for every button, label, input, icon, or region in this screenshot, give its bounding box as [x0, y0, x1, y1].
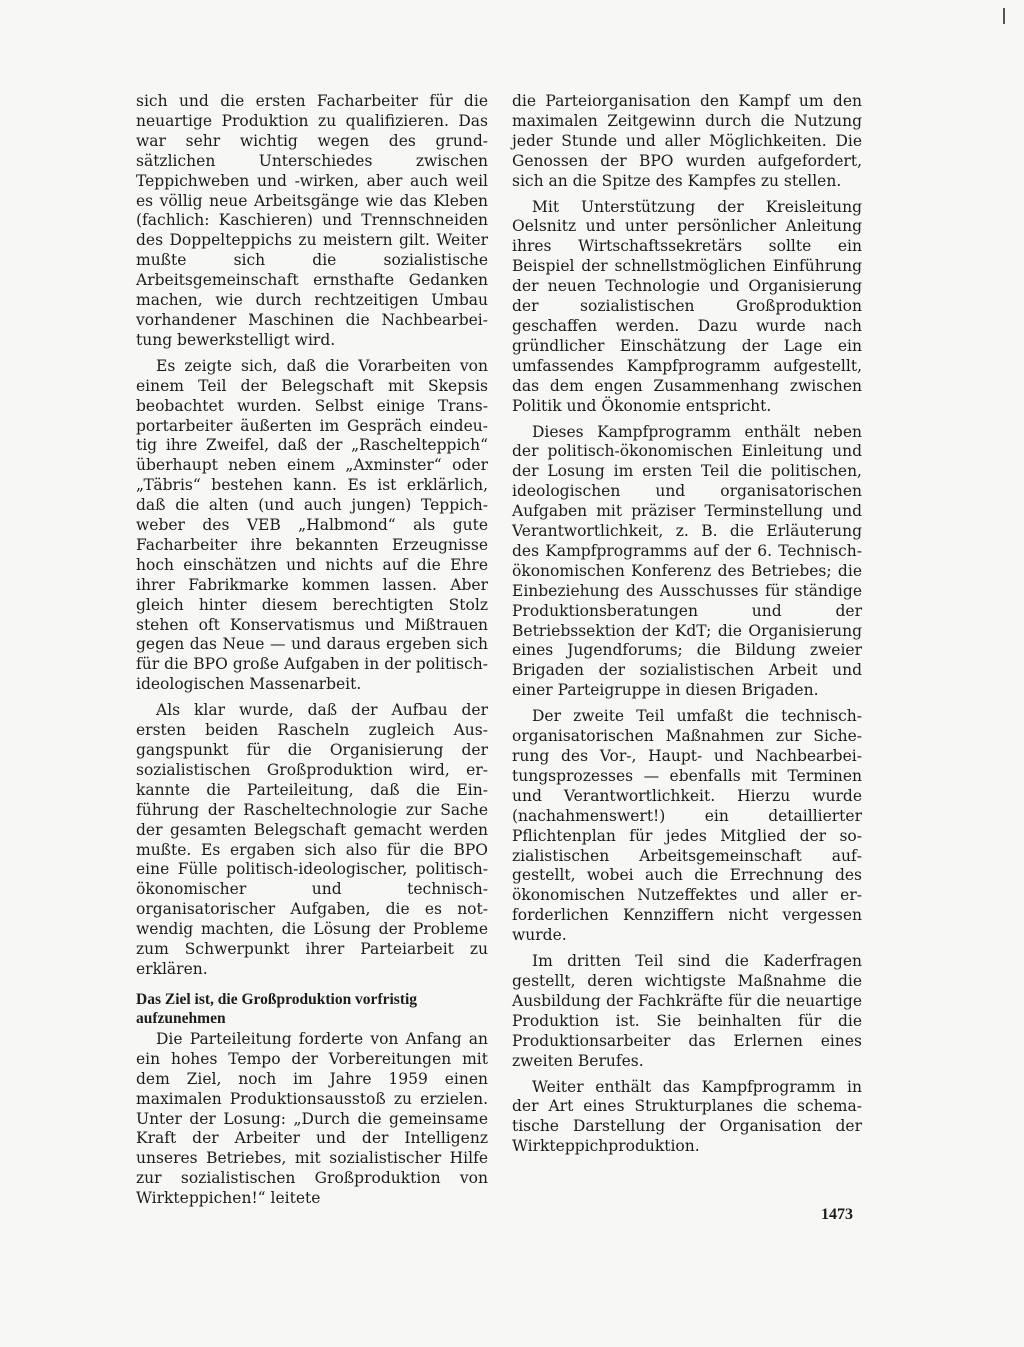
paragraph: Weiter enthält das Kampfprogramm in der Art eines Strukturplanes die schematische Darstellung der Organisation der Wirkteppichproduktion.: [512, 1077, 862, 1156]
section-heading: Das Ziel ist, die Großproduktion vorfristig aufzunehmen: [136, 990, 418, 1027]
paragraph: Dieses Kampfprogramm enthält neben der politisch-ökonomischen Einleitung und der Losung im ersten Teil die politischen, ideologischen und organisatorischen Aufgaben mit präziser Terminstellung und Verantwortlichkeit, z. B. die Erläuterung des Kampfprogramms auf der 6. Technisch-ökonomischen Konferenz des Betriebes; die Einbeziehung des Ausschusses für ständige Produktionsberatungen und der Betriebssektion der KdT; die Organisierung eines Jugendforums; die Bildung zweier Brigaden der sozialistischen Arbeit und einer Parteigruppe in diesen Brigaden.: [512, 422, 862, 700]
right-column: [512, 92, 862, 1163]
paragraph: Der zweite Teil umfaßt die technisch-organisatorischen Maßnahmen zur Sicherung des Vor-, Haupt- und Nachbearbeitungsprozesses — ebenfalls mit Terminen und Verantwortlichkeit. Hierzu wurde (nachahmenswert!) ein detaillierter Pflichtenplan für jedes Mitglied der sozialistischen Arbeitsgemeinschaft aufgestellt, wobei auch die Errechnung des ökonomischen Nutzeffektes und aller erforderlichen Kennziffern nicht vergessen wurde.: [512, 707, 862, 945]
paragraph: die Parteiorganisation den Kampf um den maximalen Zeitgewinn durch die Nutzung jeder Stunde und aller Möglichkeiten. Die Genossen der BPO wurden aufgefordert, sich an die Spitze des Kampfes zu stellen.: [512, 92, 862, 190]
paragraph: Es zeigte sich, daß die Vorarbeiten von einem Teil der Belegschaft mit Skepsis beobachtet wurden. Selbst einige Transportarbeiter äußerten im Gespräch eindeutig ihre Zweifel, daß der „Raschelteppich“ überhaupt neben einem „Axminster“ oder „Täbris“ bestehen kann. Es ist erklärlich, daß die alten (und auch jungen) Teppichweber des VEB „Halbmond“ als gute Facharbeiter ihre bekannten Erzeugnisse hoch einschätzen und nichts auf die Ehre ihrer Fabrikmarke kommen lassen. Aber gleich hinter diesem berechtigten Stolz stehen oft Konservatismus und Mißtrauen gegen das Neue — und daraus ergeben sich für die BPO große Aufgaben in der politisch-ideologischen Massenarbeit.: [136, 356, 488, 694]
paragraph: Die Parteileitung forderte von Anfang an ein hohes Tempo der Vorbereitungen mit dem Ziel, noch im Jahre 1959 einen maximalen Produktionsausstoß zu erzielen. Unter der Losung: „Durch die gemeinsame Kraft der Arbeiter und der Intelligenz unseres Betriebes, mit sozialistischer Hilfe zur sozialistischen Großproduktion von Wirkteppichen!“ leitete: [136, 1029, 488, 1208]
paragraph: sich und die ersten Facharbeiter für die neuartige Produktion zu qualifizieren. Das war sehr wichtig wegen des grundsätzlichen Unterschiedes zwischen Teppichweben und -wirken, aber auch weil es völlig neue Arbeitsgänge wie das Kleben (fachlich: Kaschieren) und Trennschneiden des Doppelteppichs zu meistern gilt. Weiter mußte sich die sozialistische Arbeitsgemeinschaft ernsthafte Gedanken machen, wie durch rechtzeitigen Umbau vorhandener Maschinen die Nachbearbeitung bewerkstelligt wird.: [136, 92, 488, 349]
corner-mark: [1003, 8, 1005, 24]
left-column: [136, 92, 488, 1215]
paragraph: Als klar wurde, daß der Aufbau der ersten beiden Rascheln zugleich Ausgangspunkt für die Organisierung der sozialistischen Großproduktion wird, erkannte die Parteileitung, daß die Einführung der Rascheltechnologie zur Sache der gesamten Belegschaft gemacht werden mußte. Es ergaben sich also für die BPO eine Fülle politisch-ideologischer, politisch-ökonomischer und technisch-organisatorischer Aufgaben, die es notwendig machten, die Lösung der Probleme zum Schwerpunkt ihrer Parteiarbeit zu erklären.: [136, 701, 488, 978]
page-number: 1473: [821, 1206, 853, 1223]
paragraph: Im dritten Teil sind die Kaderfragen gestellt, deren wichtigste Maßnahme die Ausbildung der Fachkräfte für die neuartige Produktion ist. Sie beinhalten für die Produktionsarbeiter das Erlernen eines zweiten Berufes.: [512, 952, 862, 1070]
paragraph: Mit Unterstützung der Kreisleitung Oelsnitz und unter persönlicher Anleitung ihres Wirtschaftssekretärs sollte ein Beispiel der schnellstmöglichen Einführung der neuen Technologie und Organisierung der sozialistischen Großproduktion geschaffen werden. Dazu wurde nach gründlicher Einschätzung der Lage ein umfassendes Kampfprogramm aufgestellt, das dem engen Zusammenhang zwischen Politik und Ökonomie entspricht.: [512, 197, 862, 415]
